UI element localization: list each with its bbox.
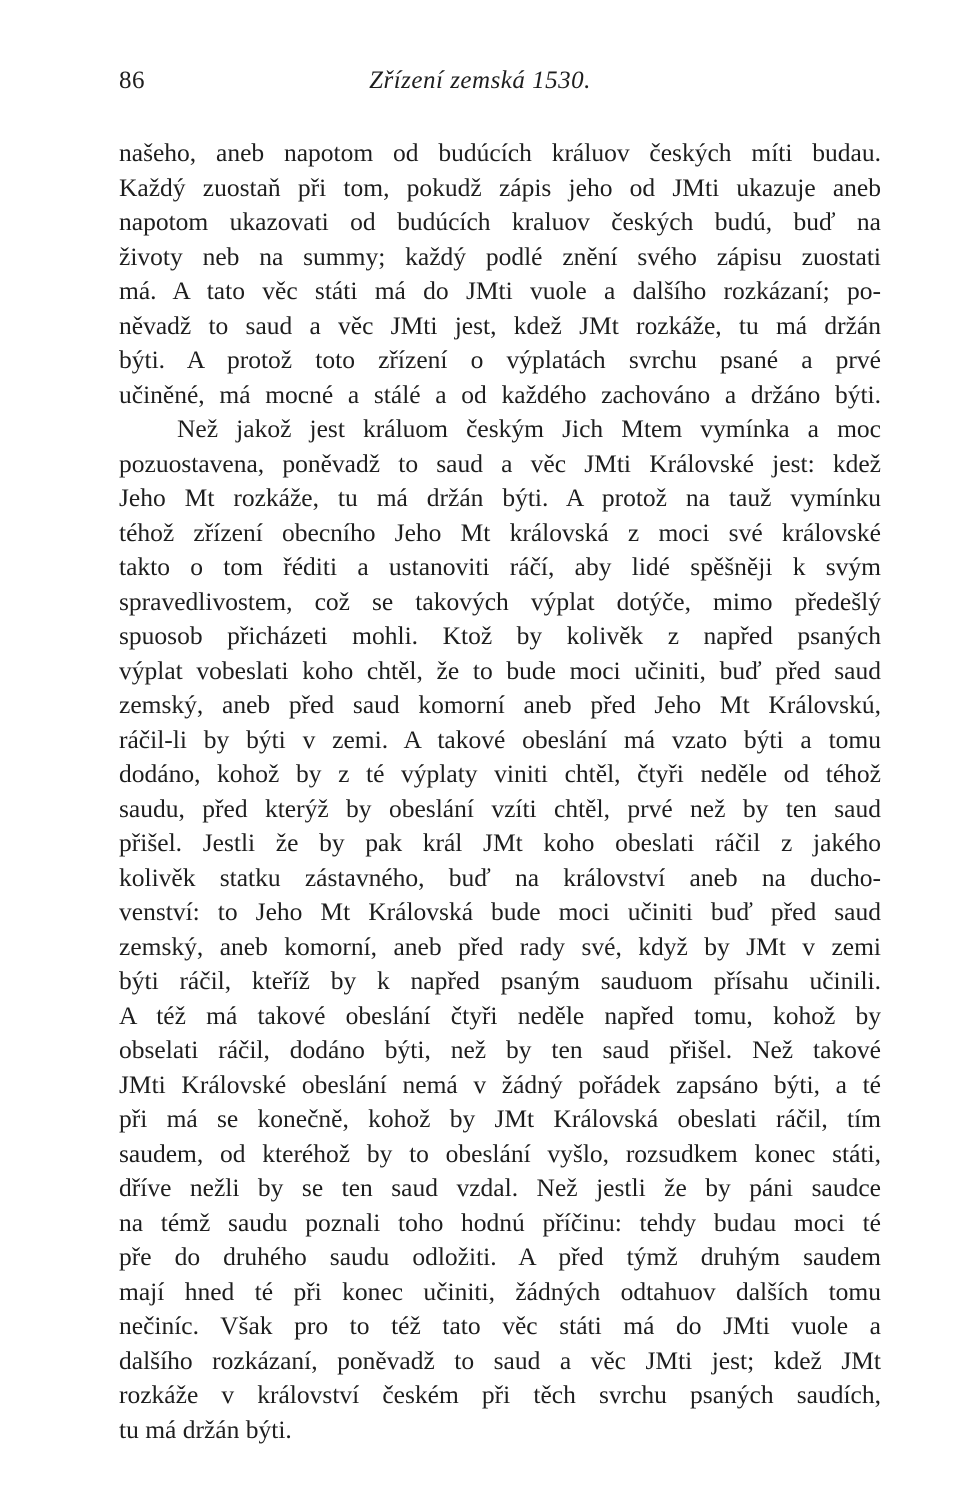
text-line: má. A tato věc státi má do JMti vuole a dalšího rozkázaní; po- <box>119 276 881 305</box>
text-line: kolivěk statku zástavného, buď na království aneb na ducho- <box>119 862 881 892</box>
text-line: saudem, od kteréhož by to obeslání vyšlo, rozsudkem konec státi, <box>119 1138 881 1168</box>
text-line: venství: to Jeho Mt Královská bude moci učiniti buď před saud <box>119 897 881 926</box>
text-line: při má se konečně, kohož by JMt Královská obeslati ráčil, tím <box>119 1104 881 1133</box>
text-line: něvadž to saud a věc JMti jest, kdež JMt rozkáže, tu má držán <box>119 310 881 340</box>
text-line: Než jakož jest králuom českým Jich Mtem vymínka a moc <box>177 414 881 443</box>
running-head: Zřízení zemská 1530. <box>369 67 591 94</box>
text-line: A též má takové obeslání čtyři neděle napřed tomu, kohož by <box>119 1000 881 1030</box>
text-line: spravedlivostem, což se takových výplat dotýče, mimo předešlý <box>119 586 881 616</box>
text-line: takto o tom řéditi a ustanoviti ráčí, aby lidé spěšněji k svým <box>119 552 881 581</box>
text-line: rozkáže v království českém při těch svrchu psaných saudích, <box>119 1380 881 1409</box>
text-line: našeho, aneb napotom od budúcích králuov českých míti budau. <box>119 138 881 167</box>
text-line: JMti Královské obeslání nemá v žádný pořádek zapsáno býti, a té <box>119 1069 881 1099</box>
text-line: pozuostavena, poněvadž to saud a věc JMti Královské jest: kdež <box>119 448 881 478</box>
text-line: napotom ukazovati od budúcích kraluov českých budú, buď na <box>119 207 881 236</box>
text-line: pře do druhého saudu odložiti. A před týmž druhým saudem <box>119 1242 881 1271</box>
text-line: býti. A protož toto zřízení o výplatách svrchu psané a prvé <box>119 345 881 374</box>
text-line: výplat vobeslati koho chtěl, že to bude moci učiniti, buď před saud <box>119 655 881 685</box>
text-line: nečiníc. Však pro to též tato věc státi má do JMti vuole a <box>119 1311 881 1340</box>
text-line: mají hned té při konec učiniti, žádných odtahuov dalších tomu <box>119 1276 881 1306</box>
page-number: 86 <box>119 67 145 94</box>
text-line: dodáno, kohož by z té výplaty viniti chtěl, čtyři neděle od téhož <box>119 759 881 788</box>
text-line: saudu, před kterýž by obeslání vzíti chtěl, prvé než by ten saud <box>119 793 881 823</box>
text-line: Každý zuostaň při tom, pokudž zápis jeho od JMti ukazuje aneb <box>119 172 881 202</box>
text-line: téhož zřízení obecního Jeho Mt královská z moci své královské <box>119 517 881 547</box>
text-line: Jeho Mt rozkáže, tu má držán býti. A protož na tauž vymínku <box>119 483 881 512</box>
text-line: životy neb na summy; každý podlé znění svého zápisu zuostati <box>119 241 881 271</box>
text-line: ráčil-li by býti v zemi. A takové obeslání má vzato býti a tomu <box>119 724 881 754</box>
text-line: tu má držán býti. <box>119 1414 292 1444</box>
text-line: zemský, aneb před saud komorní aneb před Jeho Mt Královskú, <box>119 690 881 719</box>
text-line: býti ráčil, kteříž by k napřed psaným sauduom přísahu učinili. <box>119 966 881 995</box>
text-line: obselati ráčil, dodáno býti, než by ten saud přišel. Než takové <box>119 1035 881 1064</box>
text-line: učiněné, má mocné a stálé a od každého zachováno a držáno býti. <box>119 379 881 409</box>
text-line: dříve nežli by se ten saud vzdal. Než jestli že by páni saudce <box>119 1173 881 1202</box>
text-line: na témž saudu poznali toho hodnú příčinu: tehdy budau moci té <box>119 1207 881 1237</box>
text-line: dalšího rozkázaní, poněvadž to saud a věc JMti jest; kdež JMt <box>119 1345 881 1375</box>
text-line: spuosob přicházeti mohli. Ktož by kolivěk z napřed psaných <box>119 621 881 650</box>
text-line: zemský, aneb komorní, aneb před rady své, když by JMt v zemi <box>119 931 881 961</box>
body-text <box>119 136 881 1447</box>
text-line: přišel. Jestli že by pak král JMt koho obeslati ráčil z jakého <box>119 828 881 857</box>
